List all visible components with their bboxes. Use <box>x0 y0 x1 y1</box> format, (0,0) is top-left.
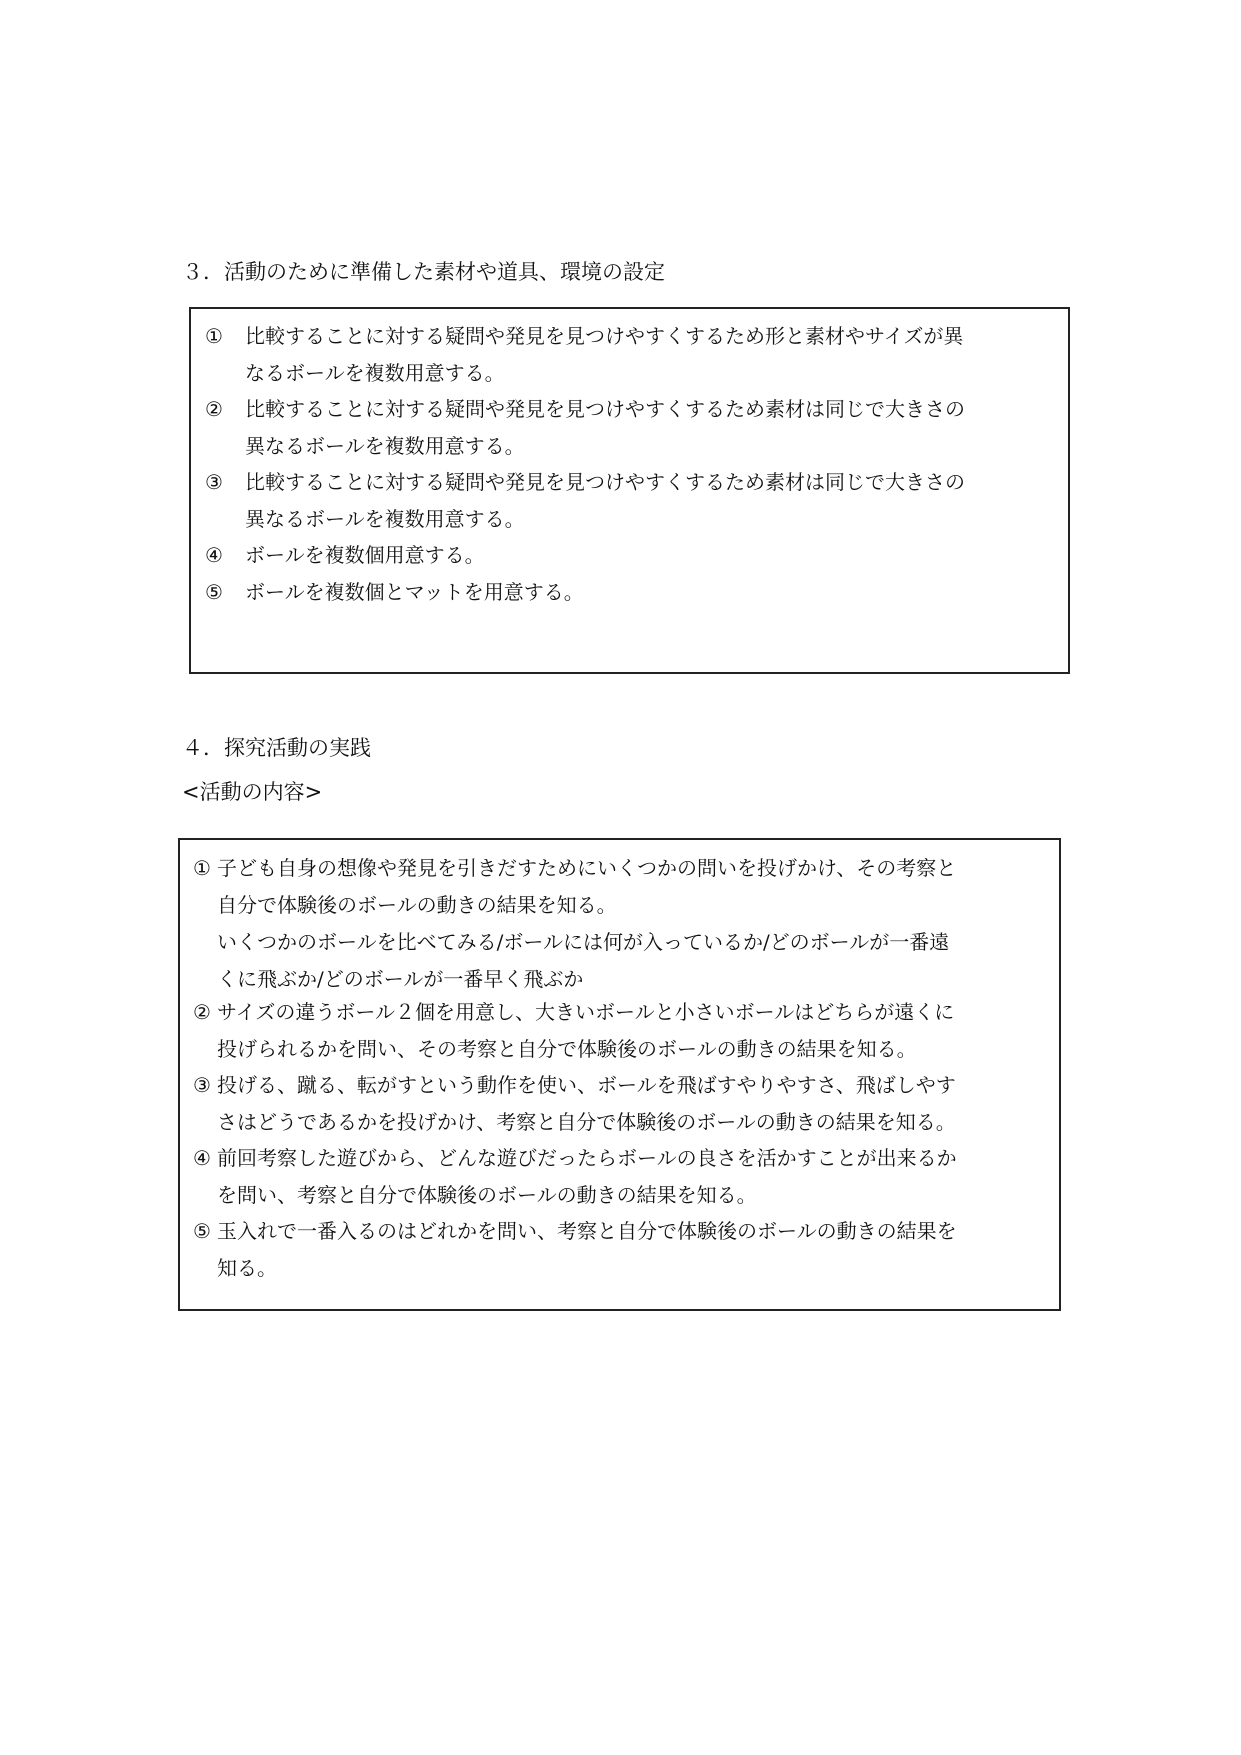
item-line: くに飛ぶか/どのボールが一番早く飛ぶか <box>217 967 584 991</box>
activity-item-5 <box>193 1213 1053 1287</box>
item-line: 前回考察した遊びから、どんな遊びだったらボールの良さを活かすことが出来るか <box>217 1146 957 1170</box>
item-marker: ⑤ <box>205 580 223 604</box>
item-marker: ② <box>193 1000 211 1024</box>
item-marker: ③ <box>205 470 223 494</box>
item-line: 知る。 <box>217 1256 277 1280</box>
section-3-heading: ３．活動のために準備した素材や道具、環境の設定 <box>182 260 665 284</box>
item-marker: ① <box>205 324 223 348</box>
item-line: を問い、考察と自分で体験後のボールの動きの結果を知る。 <box>217 1183 757 1207</box>
item-line: ボールを複数個とマットを用意する。 <box>245 580 584 604</box>
item-line: 玉入れで一番入るのはどれかを問い、考察と自分で体験後のボールの動きの結果を <box>217 1219 957 1243</box>
item-marker: ③ <box>193 1073 211 1097</box>
item-marker: ② <box>205 397 223 421</box>
materials-item-5 <box>205 574 1055 611</box>
item-line: 投げる、蹴る、転がすという動作を使い、ボールを飛ばすやりやすさ、飛ばしやす <box>217 1073 956 1097</box>
activity-item-1 <box>193 850 1053 998</box>
item-marker: ④ <box>205 543 223 567</box>
materials-item-1 <box>205 318 1055 392</box>
activity-item-3 <box>193 1067 1053 1141</box>
item-line: サイズの違うボール２個を用意し、大きいボールと小さいボールはどちらが遠くに <box>217 1000 955 1024</box>
materials-item-4 <box>205 537 1055 574</box>
item-line: 比較することに対する疑問や発見を見つけやすくするため形と素材やサイズが異 <box>245 324 964 348</box>
item-line: ボールを複数個用意する。 <box>245 543 485 567</box>
item-marker: ④ <box>193 1146 211 1170</box>
activity-item-2 <box>193 994 1053 1068</box>
item-marker: ① <box>193 856 211 880</box>
item-line: なるボールを複数用意する。 <box>245 361 505 385</box>
item-line: さはどうであるかを投げかけ、考察と自分で体験後のボールの動きの結果を知る。 <box>217 1110 956 1134</box>
item-line: いくつかのボールを比べてみる/ボールには何が入っているか/どのボールが一番遠 <box>217 930 950 954</box>
item-line: 比較することに対する疑問や発見を見つけやすくするため素材は同じで大きさの <box>245 397 965 421</box>
activity-content-subheading: <活動の内容> <box>182 780 323 804</box>
item-line: 投げられるかを問い、その考察と自分で体験後のボールの動きの結果を知る。 <box>217 1037 917 1061</box>
item-marker: ⑤ <box>193 1219 211 1243</box>
item-line: 異なるボールを複数用意する。 <box>245 507 525 531</box>
item-line: 自分で体験後のボールの動きの結果を知る。 <box>217 893 617 917</box>
activity-item-4 <box>193 1140 1053 1214</box>
section-4-heading: ４．探究活動の実践 <box>182 736 371 760</box>
materials-item-2 <box>205 391 1055 465</box>
materials-item-3 <box>205 464 1055 538</box>
item-line: 比較することに対する疑問や発見を見つけやすくするため素材は同じで大きさの <box>245 470 965 494</box>
item-line: 子ども自身の想像や発見を引きだすためにいくつかの問いを投げかけ、その考察と <box>217 856 957 880</box>
item-line: 異なるボールを複数用意する。 <box>245 434 525 458</box>
